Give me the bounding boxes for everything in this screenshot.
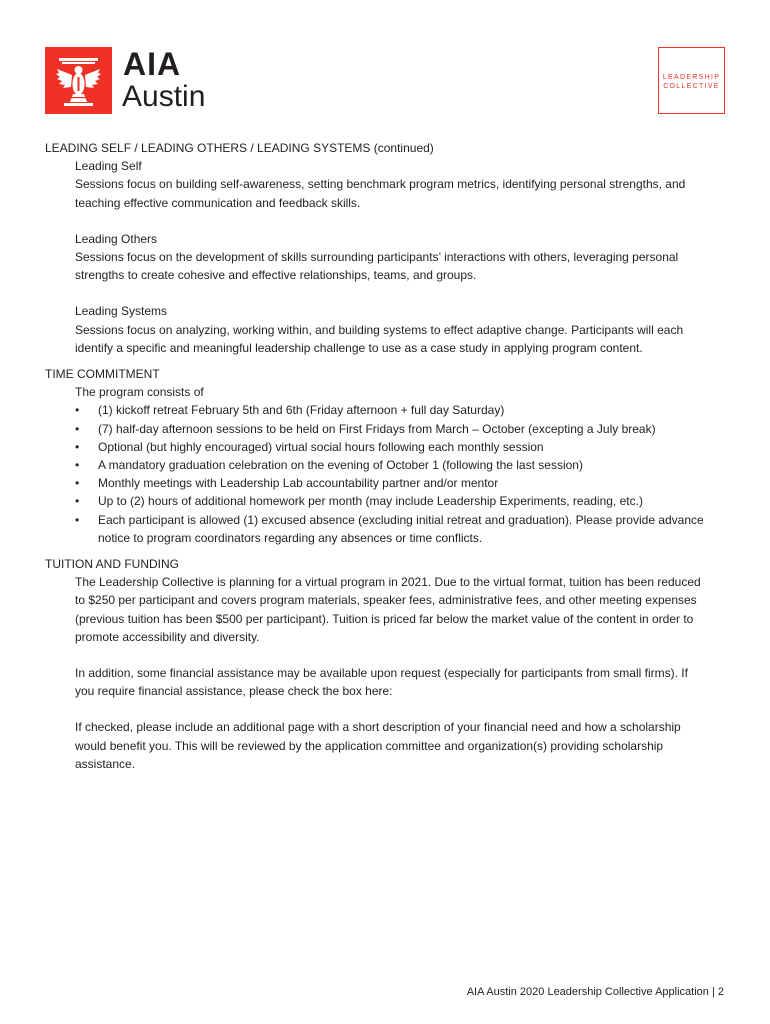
bullet-icon: • [75, 439, 80, 454]
list-item: • Each participant is allowed (1) excused absence (excluding initial retreat and graduation). Please provide advance notice to program coordinators regarding any absences or time conflicts. [75, 512, 704, 545]
bullet-icon: • [75, 494, 80, 509]
subsection-text: Sessions focus on the development of skills surrounding participants’ interactions with others, leveraging personal strengths to create cohesive and effective relationships, teams, and groups. [75, 250, 679, 283]
footer-text: AIA Austin 2020 Leadership Collective Application [466, 986, 709, 998]
paragraph: If checked, please include an additional page with a short description of your financial need and how a scholarship would benefit you. This will be reviewed by the application committee and organization(s) providing scholarship assistance. [75, 720, 681, 771]
bullet-icon: • [75, 476, 80, 491]
subsection-text: Sessions focus on analyzing, working within, and building systems to effect adaptive change. Participants will each identify a specific and meaningful leadership challenge to use as a case study in applying program content. [75, 322, 684, 355]
section-heading: TUITION AND FUNDING [45, 557, 179, 572]
bullet-icon: • [75, 512, 80, 527]
logo-city: Austin [122, 80, 206, 113]
section-tuition [45, 555, 705, 773]
list-item: • (1) kickoff retreat February 5th and 6th (Friday afternoon + full day Saturday) [75, 401, 705, 419]
list-item: • Up to (2) hours of additional homework per month (may include Leadership Experiments, reading, etc.) [75, 492, 705, 510]
bullet-icon: • [75, 458, 80, 473]
commitment-list [45, 401, 705, 547]
list-item: • A mandatory graduation celebration on the evening of October 1 (following the last session) [75, 456, 705, 474]
paragraph: The Leadership Collective is planning for a virtual program in 2021. Due to the virtual format, tuition has been reduced to $250 per participant and covers program materials, speaker fees, administrative fees, and other meeting expenses (previous tuition has been $500 per participant). Tuition is priced far below the market value of the content in order to promote accessibility and diversity. [75, 575, 701, 644]
list-item: • Monthly meetings with Leadership Lab accountability partner and/or mentor [75, 474, 705, 492]
page-number: 2 [717, 986, 724, 998]
section-time-commitment [45, 365, 705, 547]
subsection-text: Sessions focus on building self-awareness, setting benchmark program metrics, identifying personal strengths, and teaching effective communication and feedback skills. [75, 177, 686, 210]
section-leading [45, 139, 705, 357]
bullet-icon: • [75, 403, 80, 418]
badge-text: LEADERSHIP COLLECTIVE [662, 74, 721, 90]
subsection-title: Leading Self [75, 159, 142, 174]
page-footer [467, 986, 724, 998]
section-intro: The program consists of [75, 385, 204, 400]
bullet-icon: • [75, 421, 80, 436]
footer-separator: | [711, 986, 715, 998]
list-item: • Optional (but highly encouraged) virtual social hours following each monthly session [75, 438, 705, 456]
subsection-title: Leading Systems [75, 304, 168, 319]
section-heading: TIME COMMITMENT [45, 367, 160, 382]
document-body [45, 139, 705, 773]
aia-eagle-logo-icon [45, 47, 112, 114]
logo-wordmark: AIA [123, 46, 182, 82]
paragraph: In addition, some financial assistance may be available upon request (especially for participants from small firms). If you require financial assistance, please check the box here: [75, 666, 688, 699]
list-item: • (7) half-day afternoon sessions to be held on First Fridays from March – October (excepting a July break) [75, 420, 705, 438]
subsection-title: Leading Others [75, 231, 158, 246]
section-heading: LEADING SELF / LEADING OTHERS / LEADING SYSTEMS (continued) [45, 141, 434, 155]
leadership-collective-badge [658, 47, 725, 114]
